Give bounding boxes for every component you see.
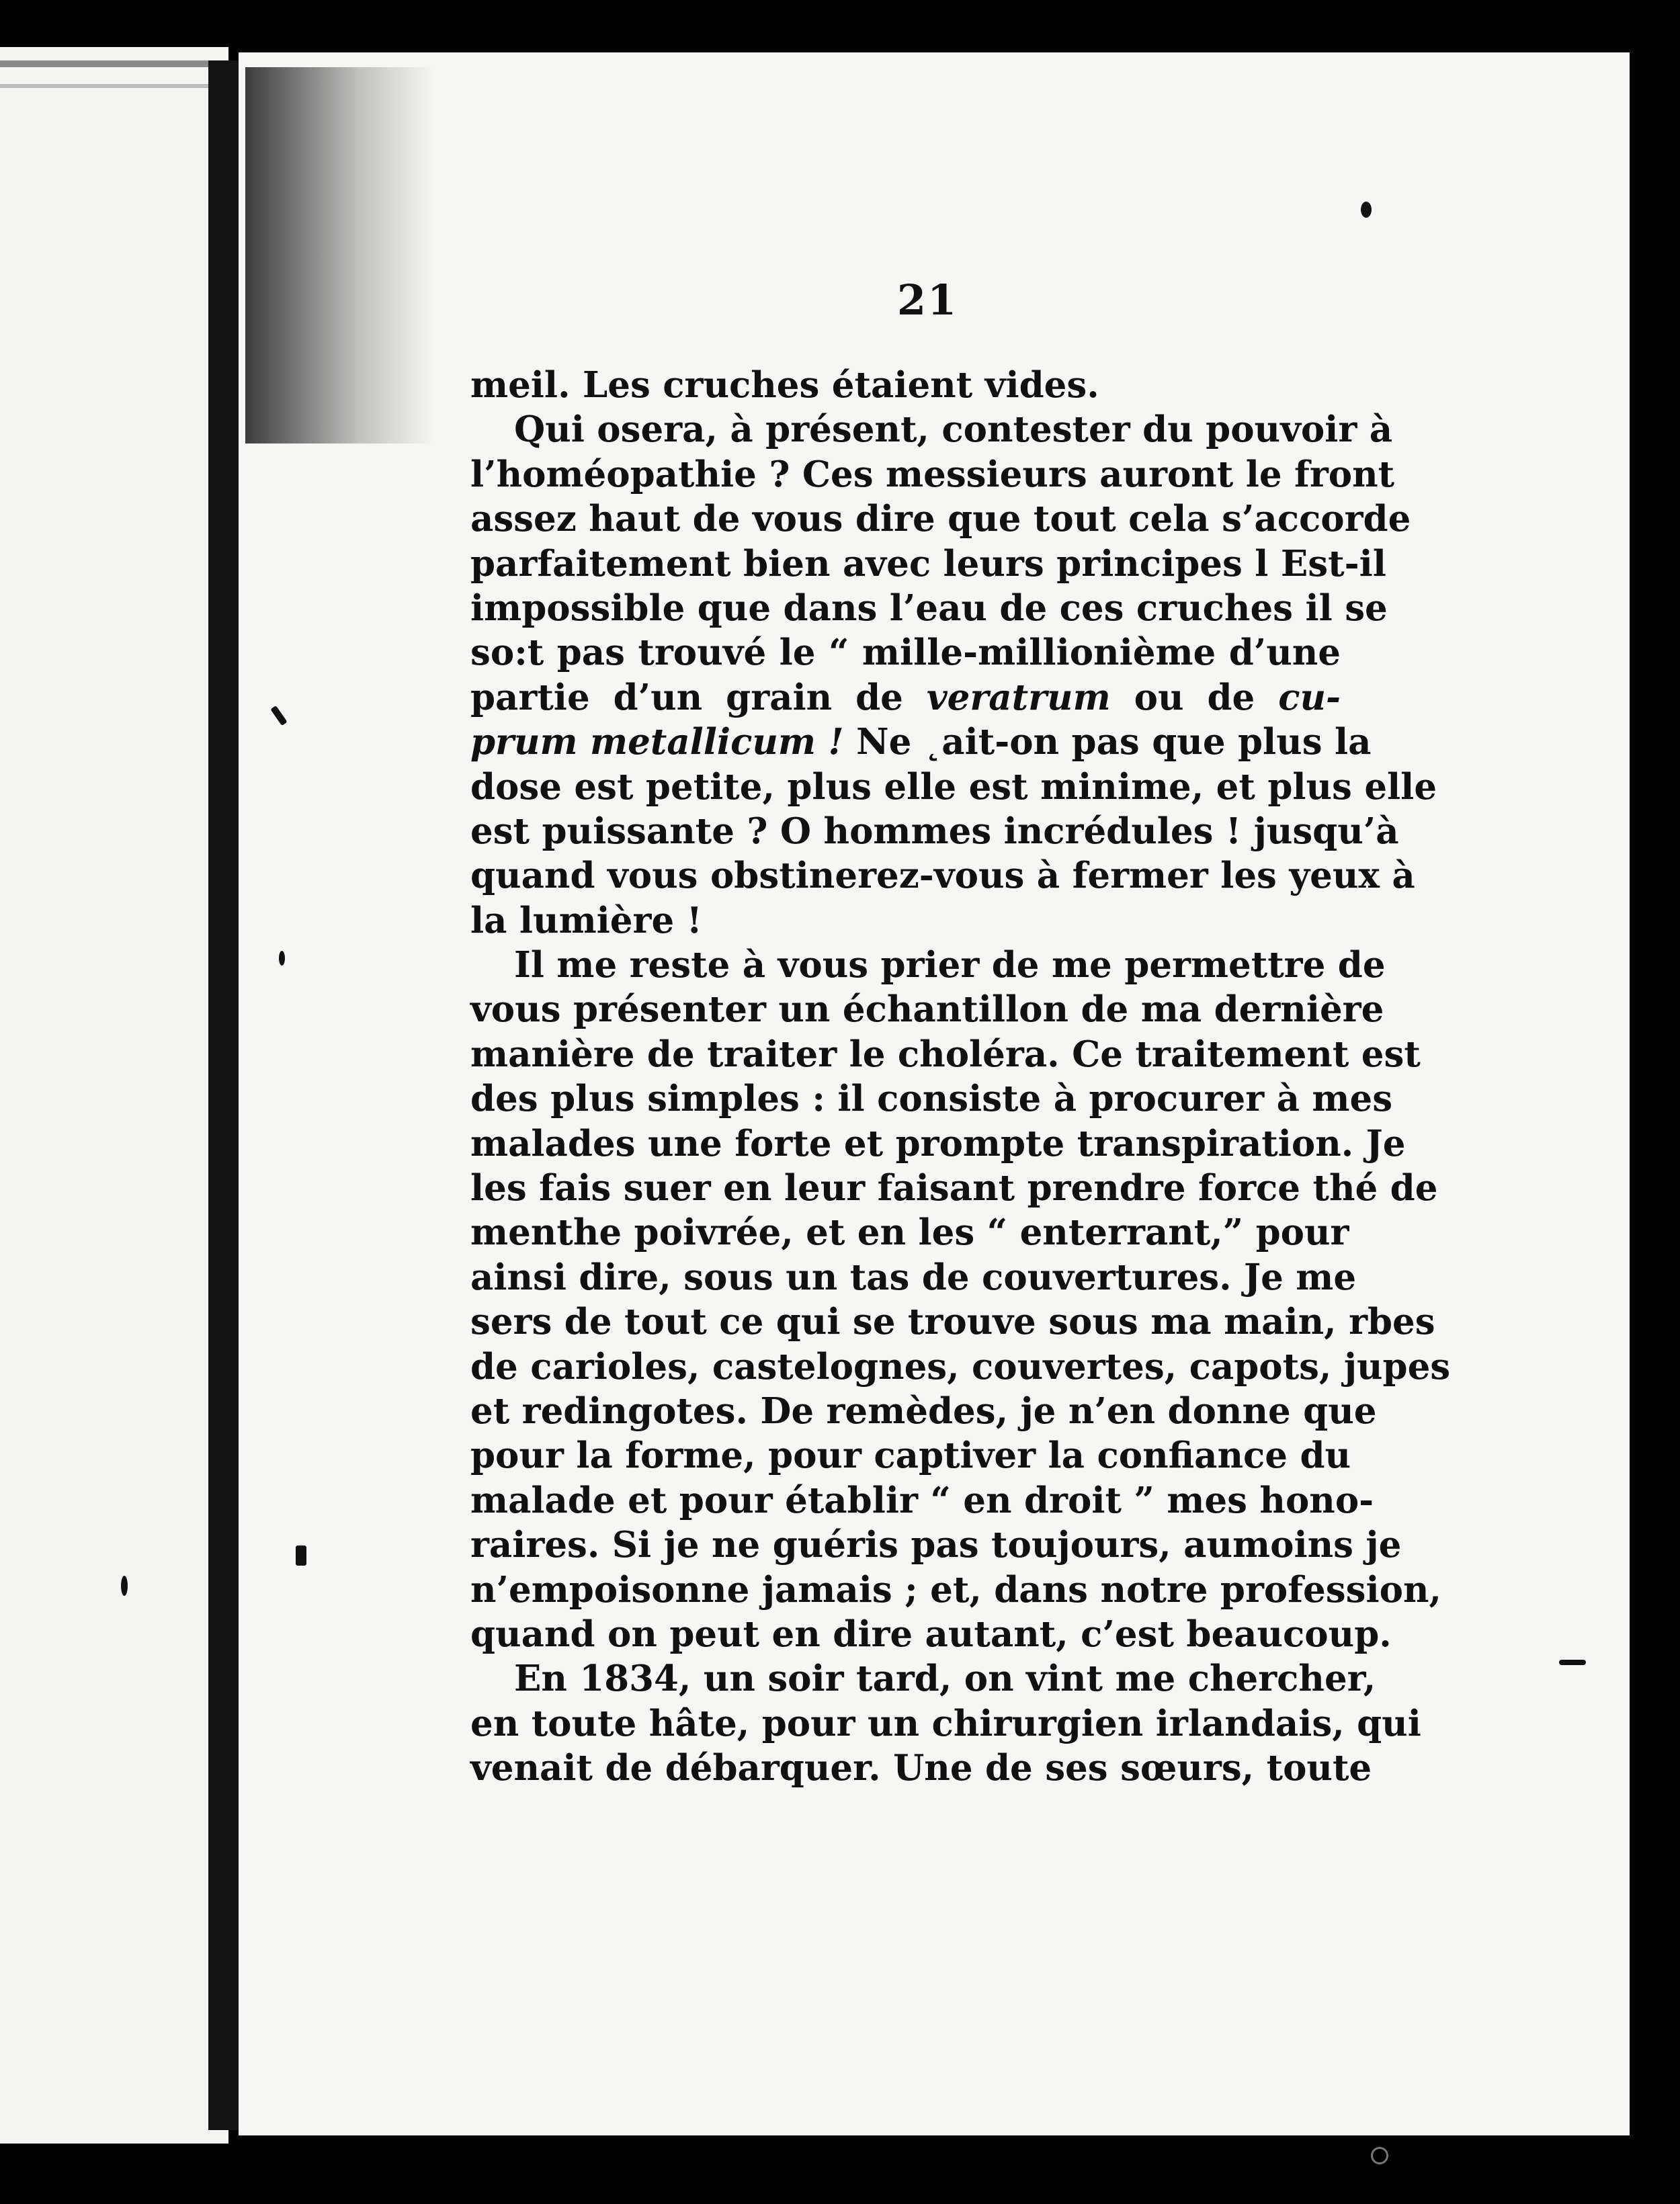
text-line: est puissante ? O hommes incrédules ! jusqu’à [470, 810, 1399, 852]
text-line: n’empoisonne jamais ; et, dans notre profession, [470, 1568, 1441, 1611]
text-run: Ne ˛ait-on pas que plus la [843, 721, 1372, 763]
text-line: pour la forme, pour captiver la confiance du [470, 1435, 1351, 1477]
text-line: de carioles, castelognes, couvertes, capots, jupes [470, 1345, 1451, 1388]
text-line: venait de débarquer. Une de ses sœurs, toute [470, 1747, 1372, 1789]
text-line: malades une forte et prompte transpiration. Je [470, 1122, 1406, 1164]
text-line [470, 720, 1372, 764]
ink-speck [121, 1576, 128, 1596]
text-line: malade et pour établir “ en droit ” mes hono- [470, 1479, 1374, 1521]
text-run: partie d’un grain de [470, 676, 927, 718]
text-line: quand vous obstinerez-vous à fermer les yeux à [470, 855, 1415, 897]
ink-speck [1361, 202, 1372, 218]
italic-term: prum metallicum ! [470, 721, 844, 763]
text-line: Il me reste à vous prier de me permettre de [514, 944, 1386, 986]
body-text [470, 363, 1451, 1791]
page-edge-line [0, 60, 215, 67]
text-line: ainsi dire, sous un tas de couvertures. Je me [470, 1256, 1357, 1298]
text-line [470, 675, 1341, 720]
gutter-shadow [245, 67, 433, 443]
text-line: so:t pas trouvé le “ mille-millionième d’une [470, 632, 1341, 674]
text-line: meil. Les cruches étaient vides. [470, 364, 1099, 406]
page-edge-line [0, 84, 215, 88]
ink-speck [279, 951, 285, 966]
text-line: quand on peut en dire autant, c’est beaucoup. [470, 1613, 1392, 1655]
text-line: Qui osera, à présent, contester du pouvoir à [514, 409, 1393, 451]
scan-mark [1371, 2147, 1388, 2164]
text-line: des plus simples : il consiste à procurer à mes [470, 1078, 1393, 1120]
text-line: dose est petite, plus elle est minime, et plus elle [470, 765, 1437, 808]
text-line: sers de tout ce qui se trouve sous ma main, rbes [470, 1301, 1435, 1343]
text-line: et redingotes. De remèdes, je n’en donne que [470, 1390, 1377, 1432]
ink-speck [1559, 1660, 1586, 1665]
italic-term: veratrum [926, 676, 1111, 718]
text-run: ou de [1110, 676, 1279, 718]
text-line: En 1834, un soir tard, on vint me chercher, [514, 1658, 1376, 1700]
text-line: manière de traiter le choléra. Ce traitement est [470, 1033, 1421, 1075]
text-line: en toute hâte, pour un chirurgien irlandais, qui [470, 1702, 1421, 1744]
text-line: assez haut de vous dire que tout cela s’accorde [470, 498, 1411, 540]
text-line: menthe poivrée, et en les “ enterrant,” pour [470, 1212, 1349, 1254]
text-line: les fais suer en leur faisant prendre force thé de [470, 1167, 1438, 1210]
text-line: l’homéopathie ? Ces messieurs auront le front [470, 453, 1395, 495]
italic-term: cu- [1278, 676, 1341, 718]
page-number: 21 [896, 276, 958, 325]
text-line: la lumière ! [470, 899, 702, 941]
text-line: raires. Si je ne guéris pas toujours, aumoins je [470, 1524, 1402, 1566]
text-line: vous présenter un échantillon de ma dernière [470, 988, 1384, 1031]
facing-page-edge [0, 47, 228, 2144]
text-line: impossible que dans l’eau de ces cruches il se [470, 587, 1388, 629]
ink-speck [296, 1545, 306, 1566]
text-line: parfaitement bien avec leurs principes l Est-il [470, 542, 1386, 585]
